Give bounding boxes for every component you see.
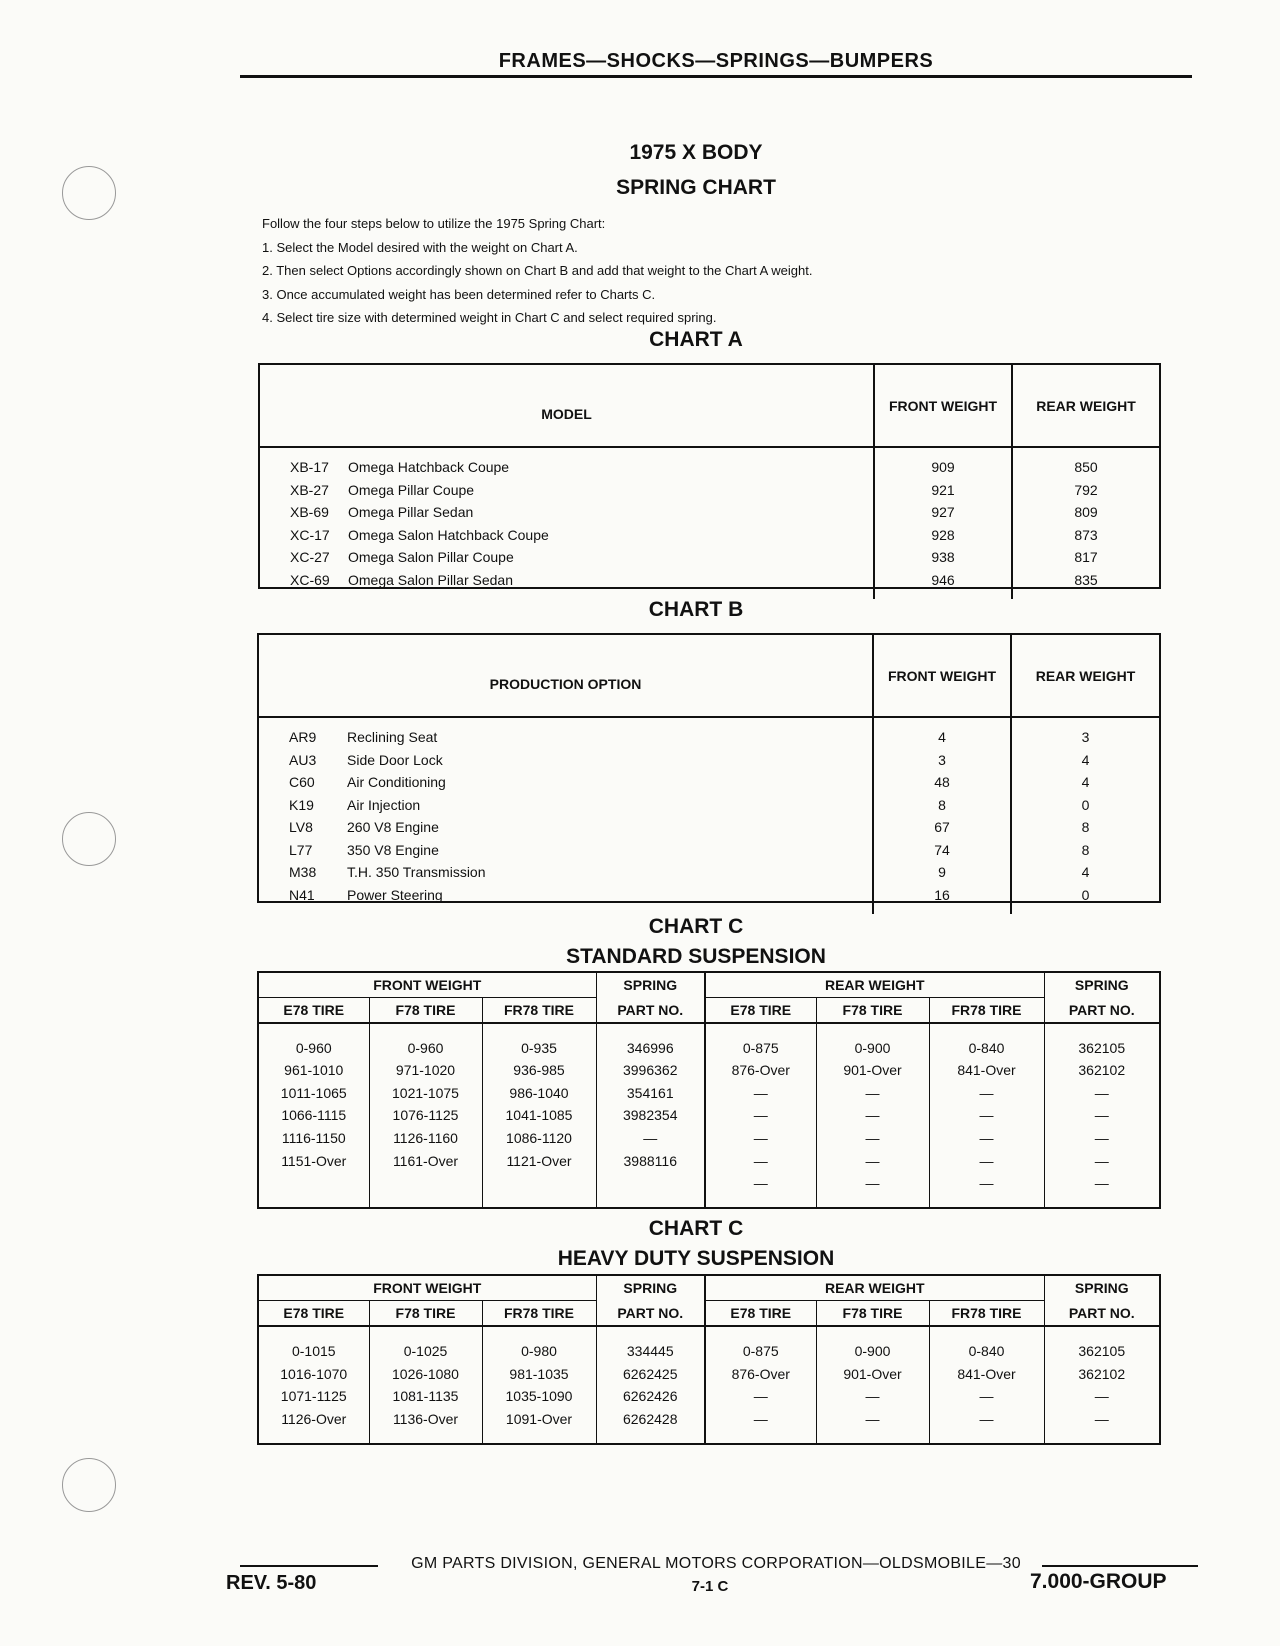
chart-a-col-front: FRONT WEIGHT xyxy=(874,365,1012,447)
table-row xyxy=(259,1149,1159,1172)
rear-fr78-range: 0-840 xyxy=(929,1036,1044,1059)
c-hd-rear-tire-f78: F78 TIRE xyxy=(816,1301,929,1327)
model-name: Omega Pillar Coupe xyxy=(348,481,475,498)
front-weight-value: 16 xyxy=(873,884,1011,907)
table-row xyxy=(259,1339,1159,1362)
rear-e78-range: — xyxy=(705,1127,816,1150)
table-row xyxy=(259,1059,1159,1082)
rear-f78-range: 0-900 xyxy=(816,1339,929,1362)
front-e78-range: 1116-1150 xyxy=(281,1130,346,1147)
rear-e78-range: 876-Over xyxy=(705,1059,816,1082)
rear-f78-range: 901-Over xyxy=(816,1059,929,1082)
front-e78-range: 0-960 xyxy=(295,1039,332,1056)
c-hd-spring-rear: SPRING xyxy=(1044,1276,1159,1301)
table-row xyxy=(259,726,1159,749)
option-code: AR9 xyxy=(289,729,317,746)
front-spring-part: 3996362 xyxy=(596,1059,705,1082)
rear-f78-range: — xyxy=(816,1104,929,1127)
front-weight-value: 946 xyxy=(874,569,1012,592)
front-fr78-range xyxy=(482,1172,596,1195)
rear-fr78-range: — xyxy=(929,1104,1044,1127)
chart-c-std-heading: CHART C xyxy=(648,915,744,938)
rear-fr78-range: — xyxy=(929,1082,1044,1105)
page-number: 7-1 C xyxy=(691,1578,729,1595)
option-code: C60 xyxy=(289,774,315,791)
option-code: LV8 xyxy=(289,819,313,836)
c-std-rear-tire-fr78: FR78 TIRE xyxy=(929,998,1044,1024)
front-fr78-range: 0-980 xyxy=(482,1339,596,1362)
front-fr78-range: 986-1040 xyxy=(482,1082,596,1105)
front-spring-part: 6262425 xyxy=(596,1362,705,1385)
c-hd-rear-tire-fr78: FR78 TIRE xyxy=(929,1301,1044,1327)
document-subtitle: SPRING CHART xyxy=(616,176,776,199)
footer-publisher: GM PARTS DIVISION, GENERAL MOTORS CORPORATION—OLDSMOBILE—30 xyxy=(411,1555,1021,1572)
front-f78-range: 971-1020 xyxy=(369,1059,482,1082)
option-code: M38 xyxy=(289,864,317,881)
c-std-rear-weight: REAR WEIGHT xyxy=(705,973,1044,998)
table-row xyxy=(259,1385,1159,1408)
table-row xyxy=(259,839,1159,862)
table-row xyxy=(259,1172,1159,1195)
punch-hole-middle xyxy=(62,812,116,866)
c-std-front-weight: FRONT WEIGHT xyxy=(259,973,596,998)
rear-spring-part: — xyxy=(1044,1149,1159,1172)
chart-c-hd-subheading: HEAVY DUTY SUSPENSION xyxy=(557,1247,835,1270)
rear-spring-part: — xyxy=(1044,1082,1159,1105)
model-name: Omega Salon Hatchback Coupe xyxy=(348,526,549,543)
rear-e78-range: — xyxy=(705,1149,816,1172)
chart-b-heading: CHART B xyxy=(648,598,744,621)
front-weight-value: 927 xyxy=(874,501,1012,524)
instruction-step: 2. Then select Options accordingly shown on Chart B and add that weight to the Chart A weight. xyxy=(262,263,813,278)
rear-spring-part: — xyxy=(1044,1172,1159,1195)
front-e78-range: 1126-Over xyxy=(281,1411,347,1428)
model-name: Omega Salon Pillar Sedan xyxy=(348,571,513,588)
front-spring-part: 346996 xyxy=(596,1036,705,1059)
rear-spring-part: 362105 xyxy=(1044,1339,1159,1362)
table-row xyxy=(259,1104,1159,1127)
table-row xyxy=(259,861,1159,884)
front-fr78-range: 1035-1090 xyxy=(482,1385,596,1408)
table-row xyxy=(260,546,1159,569)
punch-hole-bottom xyxy=(62,1458,116,1512)
table-row xyxy=(259,1127,1159,1150)
rear-spring-part: 362105 xyxy=(1044,1036,1159,1059)
front-weight-value: 74 xyxy=(873,839,1011,862)
rear-weight-value: 0 xyxy=(1011,884,1159,907)
instructions-intro: Follow the four steps below to utilize the 1975 Spring Chart: xyxy=(262,216,606,231)
option-name: 350 V8 Engine xyxy=(347,841,439,858)
front-e78-range xyxy=(259,1172,369,1195)
front-fr78-range: 1086-1120 xyxy=(482,1127,596,1150)
chart-a-table xyxy=(258,363,1161,589)
front-weight-value: 48 xyxy=(873,771,1011,794)
front-e78-range: 0-1015 xyxy=(291,1342,336,1359)
rear-e78-range: — xyxy=(705,1408,816,1431)
rear-weight-value: 792 xyxy=(1012,479,1159,502)
front-fr78-range: 1041-1085 xyxy=(482,1104,596,1127)
rear-fr78-range: 841-Over xyxy=(929,1362,1044,1385)
rear-fr78-range: 841-Over xyxy=(929,1059,1044,1082)
rear-spring-part: 362102 xyxy=(1044,1362,1159,1385)
rear-weight-value: 8 xyxy=(1011,839,1159,862)
rear-e78-range: 876-Over xyxy=(705,1362,816,1385)
c-std-tire-fr78: FR78 TIRE xyxy=(482,998,596,1024)
option-name: Reclining Seat xyxy=(347,729,438,746)
table-row xyxy=(259,1036,1159,1059)
front-e78-range: 1016-1070 xyxy=(280,1365,348,1382)
document-title: 1975 X BODY xyxy=(629,141,763,164)
table-row xyxy=(259,816,1159,839)
front-e78-range: 1151-Over xyxy=(281,1152,347,1169)
front-weight-value: 67 xyxy=(873,816,1011,839)
instructions xyxy=(262,212,812,330)
rear-fr78-range: — xyxy=(929,1149,1044,1172)
model-code: XB-17 xyxy=(290,459,329,476)
group-number: 7.000-GROUP xyxy=(1030,1570,1167,1593)
option-name: Air Conditioning xyxy=(347,774,446,791)
c-hd-tire-fr78: FR78 TIRE xyxy=(482,1301,596,1327)
rear-fr78-range: 0-840 xyxy=(929,1339,1044,1362)
c-hd-part-no-rear: PART NO. xyxy=(1044,1301,1159,1327)
rear-weight-value: 850 xyxy=(1012,456,1159,479)
front-spring-part: — xyxy=(596,1127,705,1150)
front-spring-part: 6262426 xyxy=(596,1385,705,1408)
c-hd-rear-weight: REAR WEIGHT xyxy=(705,1276,1044,1301)
c-hd-front-weight: FRONT WEIGHT xyxy=(259,1276,596,1301)
rear-f78-range: — xyxy=(816,1408,929,1431)
front-weight-value: 921 xyxy=(874,479,1012,502)
front-e78-range: 1071-1125 xyxy=(280,1388,347,1405)
c-hd-tire-e78: E78 TIRE xyxy=(259,1301,369,1327)
rear-fr78-range: — xyxy=(929,1385,1044,1408)
chart-c-std-subheading: STANDARD SUSPENSION xyxy=(566,945,826,968)
c-std-tire-f78: F78 TIRE xyxy=(369,998,482,1024)
c-std-spring-front: SPRING xyxy=(596,973,705,998)
header-rule xyxy=(240,75,1192,78)
rear-f78-range: 901-Over xyxy=(816,1362,929,1385)
front-weight-value: 8 xyxy=(873,794,1011,817)
chart-b-col-rear: REAR WEIGHT xyxy=(1011,635,1159,717)
rear-fr78-range: — xyxy=(929,1127,1044,1150)
revision-date: REV. 5-80 xyxy=(226,1572,317,1594)
front-e78-range: 1066-1115 xyxy=(281,1107,347,1124)
c-hd-rear-tire-e78: E78 TIRE xyxy=(705,1301,816,1327)
front-f78-range: 0-1025 xyxy=(369,1339,482,1362)
table-row xyxy=(259,884,1159,907)
c-std-rear-tire-f78: F78 TIRE xyxy=(816,998,929,1024)
chart-c-std-table xyxy=(257,971,1161,1209)
option-name: T.H. 350 Transmission xyxy=(347,864,486,881)
table-row xyxy=(259,1362,1159,1385)
option-name: Side Door Lock xyxy=(347,751,443,768)
rear-weight-value: 3 xyxy=(1011,726,1159,749)
front-fr78-range: 1091-Over xyxy=(482,1408,596,1431)
front-spring-part: 6262428 xyxy=(596,1408,705,1431)
rear-f78-range: — xyxy=(816,1149,929,1172)
rear-e78-range: 0-875 xyxy=(705,1339,816,1362)
front-f78-range: 1161-Over xyxy=(369,1149,482,1172)
rear-e78-range: 0-875 xyxy=(705,1036,816,1059)
c-std-spring-rear: SPRING xyxy=(1044,973,1159,998)
instruction-step: 4. Select tire size with determined weight in Chart C and select required spring. xyxy=(262,310,717,325)
table-row xyxy=(260,501,1159,524)
front-weight-value: 4 xyxy=(873,726,1011,749)
rear-fr78-range: — xyxy=(929,1172,1044,1195)
model-name: Omega Salon Pillar Coupe xyxy=(348,549,514,566)
chart-a-col-rear: REAR WEIGHT xyxy=(1012,365,1159,447)
front-fr78-range: 936-985 xyxy=(482,1059,596,1082)
front-spring-part: 354161 xyxy=(596,1082,705,1105)
rear-f78-range: 0-900 xyxy=(816,1036,929,1059)
model-code: XB-69 xyxy=(290,504,329,521)
front-f78-range: 1021-1075 xyxy=(369,1082,482,1105)
c-std-part-no-front: PART NO. xyxy=(596,998,705,1024)
chart-b-table xyxy=(257,633,1161,903)
rear-weight-value: 835 xyxy=(1012,569,1159,592)
rear-weight-value: 4 xyxy=(1011,771,1159,794)
instruction-step: 1. Select the Model desired with the weight on Chart A. xyxy=(262,239,578,255)
front-spring-part: 3988116 xyxy=(596,1149,705,1172)
table-row xyxy=(259,1082,1159,1105)
c-std-rear-tire-e78: E78 TIRE xyxy=(705,998,816,1024)
table-row xyxy=(260,524,1159,547)
front-spring-part: 334445 xyxy=(596,1339,705,1362)
model-code: XC-69 xyxy=(290,571,330,588)
c-hd-tire-f78: F78 TIRE xyxy=(369,1301,482,1327)
section-header: FRAMES—SHOCKS—SPRINGS—BUMPERS xyxy=(498,50,934,72)
rear-weight-value: 809 xyxy=(1012,501,1159,524)
front-spring-part: 3982354 xyxy=(596,1104,705,1127)
rear-weight-value: 817 xyxy=(1012,546,1159,569)
front-fr78-range: 1121-Over xyxy=(482,1149,596,1172)
front-fr78-range: 981-1035 xyxy=(482,1362,596,1385)
front-f78-range: 0-960 xyxy=(369,1036,482,1059)
rear-spring-part: — xyxy=(1044,1408,1159,1431)
chart-b-col-option: PRODUCTION OPTION xyxy=(259,635,873,717)
option-code: K19 xyxy=(289,796,314,813)
front-weight-value: 928 xyxy=(874,524,1012,547)
rear-spring-part: — xyxy=(1044,1104,1159,1127)
table-row xyxy=(259,1408,1159,1431)
rear-weight-value: 873 xyxy=(1012,524,1159,547)
chart-b-col-front: FRONT WEIGHT xyxy=(873,635,1011,717)
option-name: Air Injection xyxy=(347,796,421,813)
rear-f78-range: — xyxy=(816,1082,929,1105)
rear-e78-range: — xyxy=(705,1385,816,1408)
table-row xyxy=(259,794,1159,817)
model-code: XC-27 xyxy=(290,549,330,566)
front-f78-range: 1126-1160 xyxy=(369,1127,482,1150)
instruction-step: 3. Once accumulated weight has been determined refer to Charts C. xyxy=(262,286,656,302)
c-std-tire-e78: E78 TIRE xyxy=(259,998,369,1024)
rear-weight-value: 4 xyxy=(1011,861,1159,884)
rear-weight-value: 4 xyxy=(1011,749,1159,772)
c-std-part-no-rear: PART NO. xyxy=(1044,998,1159,1024)
front-f78-range: 1136-Over xyxy=(369,1408,482,1431)
model-code: XC-17 xyxy=(290,526,330,543)
chart-a-heading: CHART A xyxy=(649,328,743,351)
model-code: XB-27 xyxy=(290,481,329,498)
option-name: 260 V8 Engine xyxy=(347,819,439,836)
rear-spring-part: 362102 xyxy=(1044,1059,1159,1082)
option-name: Power Steering xyxy=(347,886,443,903)
option-code: L77 xyxy=(289,841,313,858)
front-fr78-range: 0-935 xyxy=(482,1036,596,1059)
front-e78-range: 961-1010 xyxy=(284,1062,344,1079)
table-row xyxy=(259,749,1159,772)
option-code: N41 xyxy=(289,886,315,903)
table-row xyxy=(260,456,1159,479)
model-name: Omega Hatchback Coupe xyxy=(348,459,510,476)
rear-spring-part: — xyxy=(1044,1127,1159,1150)
front-f78-range xyxy=(369,1172,482,1195)
rear-e78-range: — xyxy=(705,1104,816,1127)
front-f78-range: 1026-1080 xyxy=(369,1362,482,1385)
option-code: AU3 xyxy=(289,751,317,768)
rear-spring-part: — xyxy=(1044,1385,1159,1408)
front-spring-part xyxy=(596,1172,705,1195)
front-weight-value: 909 xyxy=(874,456,1012,479)
front-f78-range: 1076-1125 xyxy=(369,1104,482,1127)
model-name: Omega Pillar Sedan xyxy=(348,504,474,521)
c-hd-part-no-front: PART NO. xyxy=(596,1301,705,1327)
rear-f78-range: — xyxy=(816,1127,929,1150)
rear-fr78-range: — xyxy=(929,1408,1044,1431)
front-weight-value: 3 xyxy=(873,749,1011,772)
table-row xyxy=(260,569,1159,592)
chart-a-col-model: MODEL xyxy=(260,365,874,447)
rear-f78-range: — xyxy=(816,1385,929,1408)
table-row xyxy=(260,479,1159,502)
rear-weight-value: 0 xyxy=(1011,794,1159,817)
rear-e78-range: — xyxy=(705,1172,816,1195)
c-hd-spring-front: SPRING xyxy=(596,1276,705,1301)
rear-e78-range: — xyxy=(705,1082,816,1105)
chart-c-hd-heading: CHART C xyxy=(648,1217,744,1240)
table-row xyxy=(259,771,1159,794)
rear-f78-range: — xyxy=(816,1172,929,1195)
rear-weight-value: 8 xyxy=(1011,816,1159,839)
front-e78-range: 1011-1065 xyxy=(280,1084,347,1101)
chart-c-hd-table xyxy=(257,1274,1161,1445)
front-f78-range: 1081-1135 xyxy=(369,1385,482,1408)
front-weight-value: 938 xyxy=(874,546,1012,569)
front-weight-value: 9 xyxy=(873,861,1011,884)
